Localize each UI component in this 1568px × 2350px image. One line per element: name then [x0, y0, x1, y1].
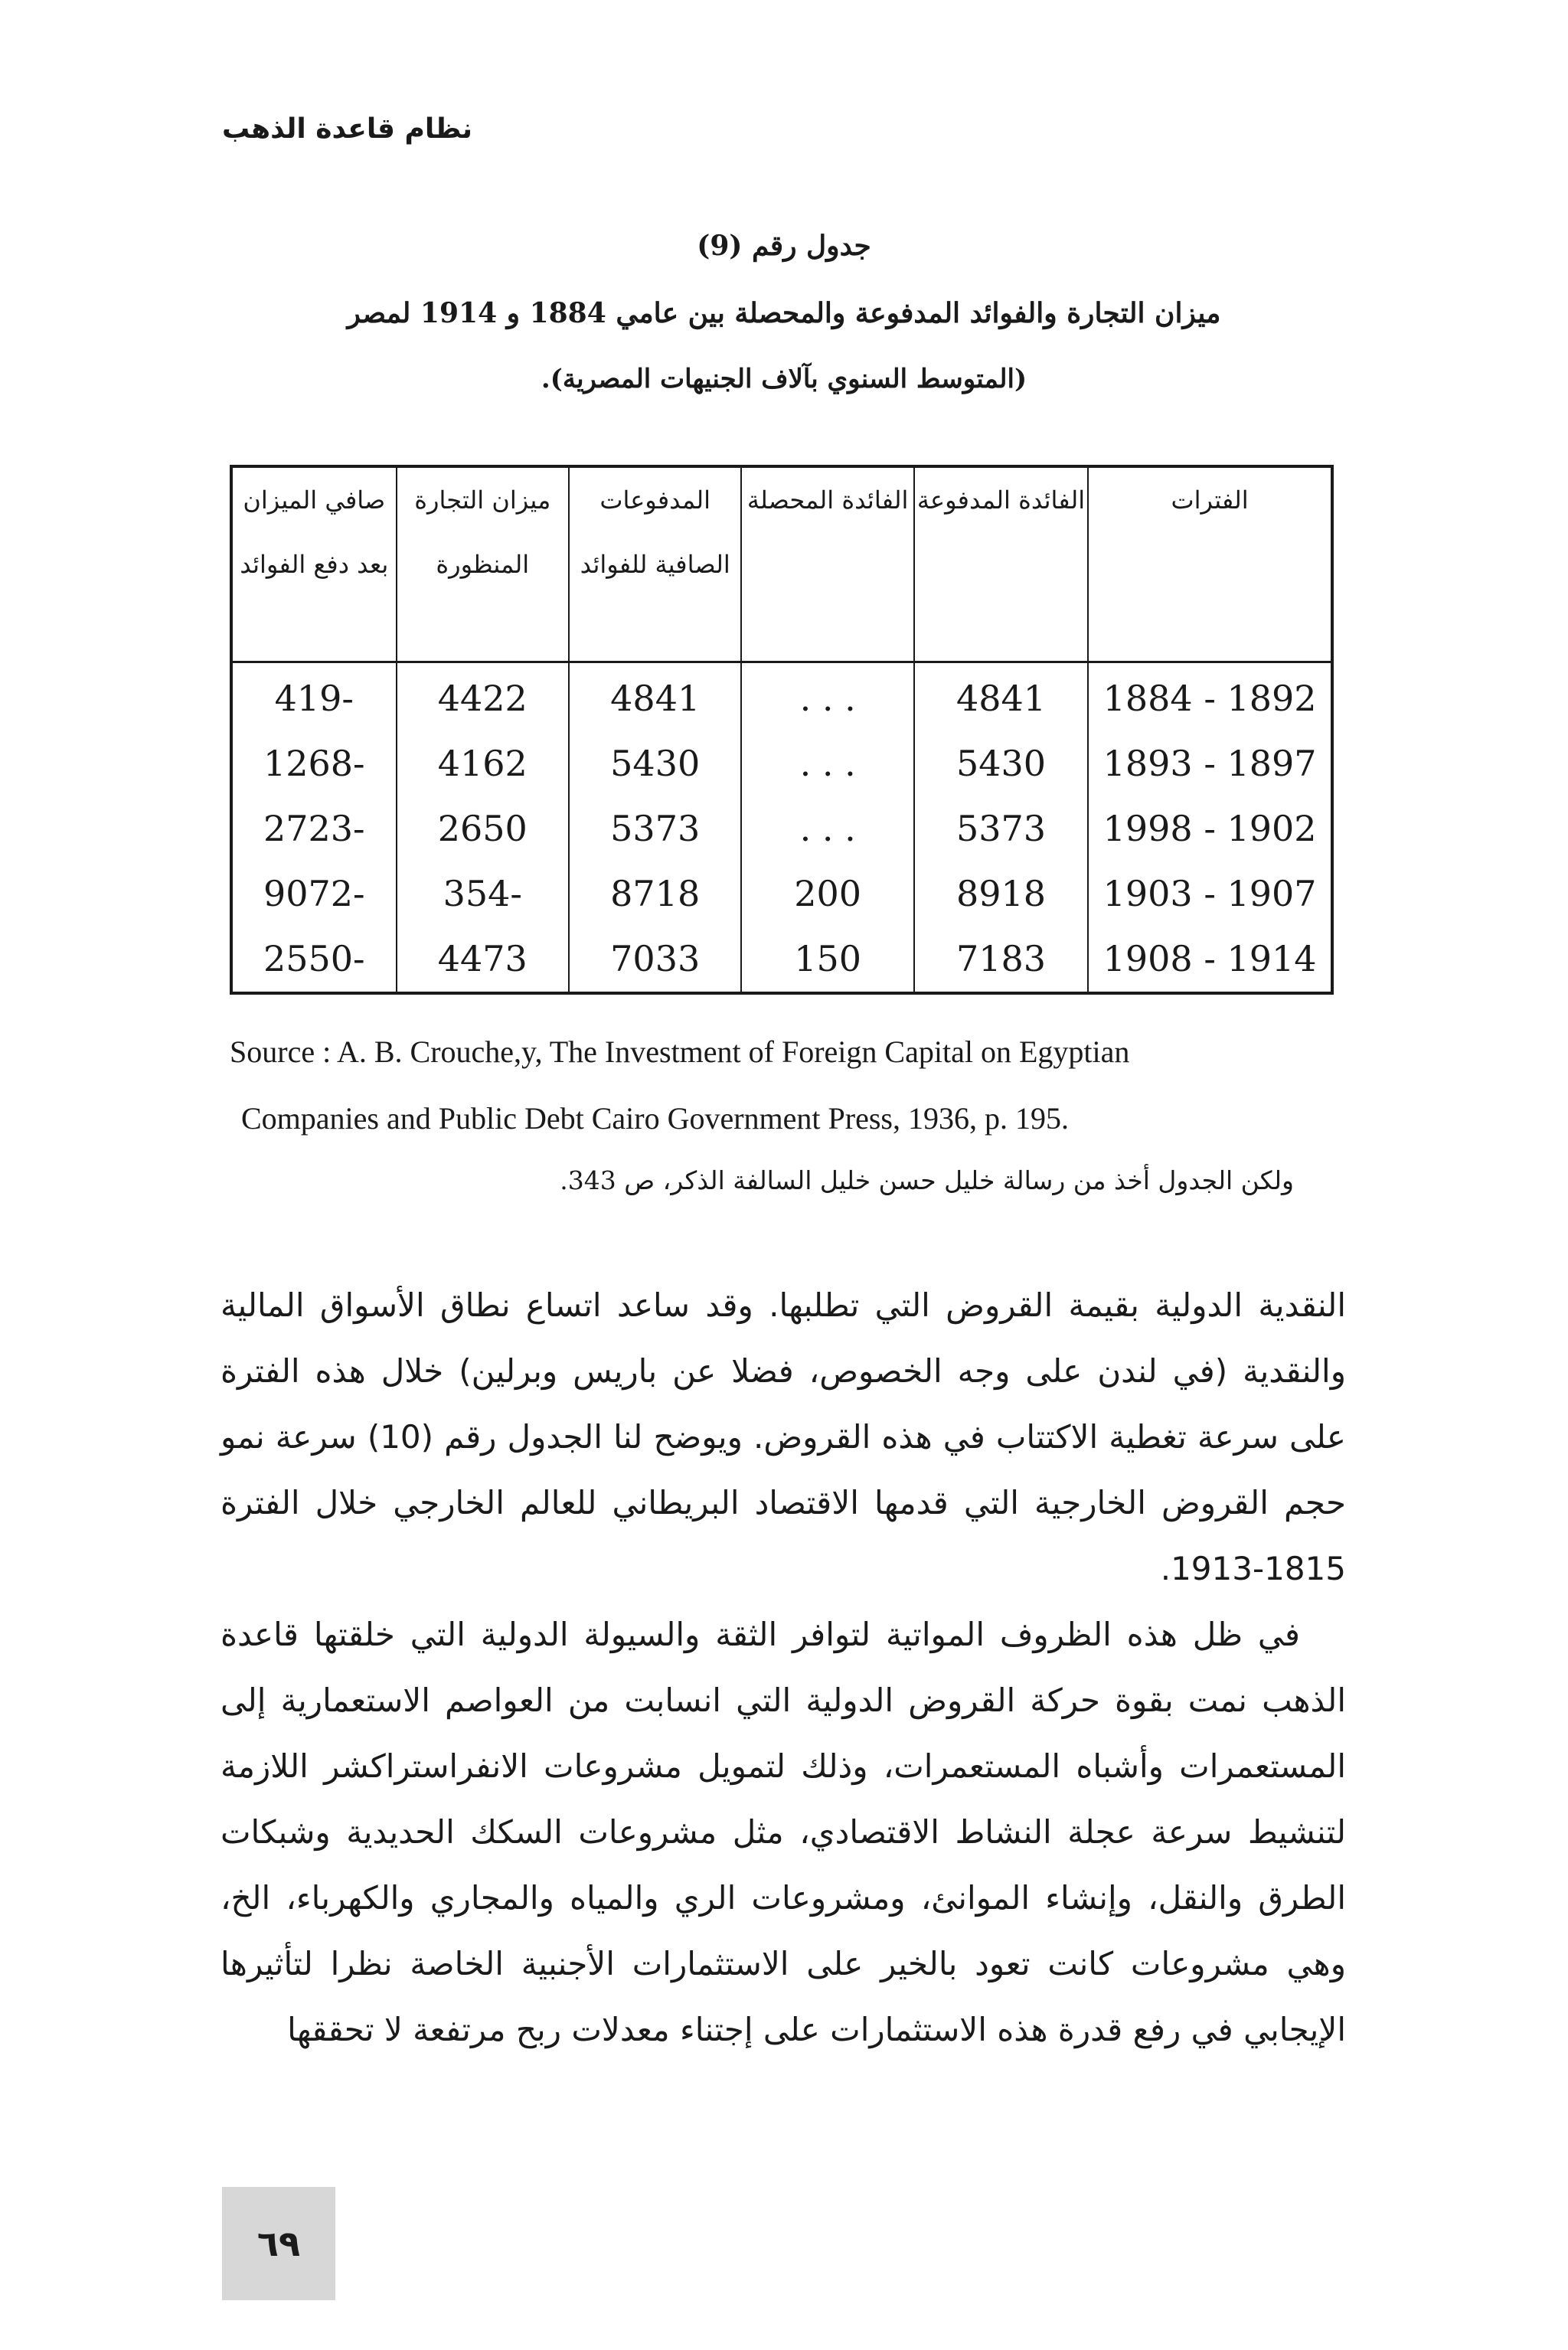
- table-row: [231, 731, 1332, 796]
- table-number: جدول رقم (9): [697, 230, 871, 262]
- cell-interest-collected: . . .: [741, 662, 913, 732]
- cell-period: 1903 - 1907: [1088, 861, 1332, 927]
- table-row: [231, 662, 1332, 732]
- cell-visible-trade: 4162: [397, 731, 569, 796]
- body-paragraph: في ظل هذه الظروف المواتية لتوافر الثقة والسيولة الدولية التي خلقتها قاعدة الذهب نمت بقوة حركة القروض الدولية التي انسابت من العواصم الاستعمارية إلى المستعمرات وأشباه المستعمرات، وذلك لتمويل مشروعات الانفراستراكشر اللازمة لتنشيط سرعة عجلة النشاط الاقتصادي، مثل مشروعات السكك الحديدية وشبكات الطرق والنقل، وإنشاء الموانئ، ومشروعات الري والمياه والمجاري والكهرباء، الخ، وهي مشروعات كانت تعود بالخير على الاستثمارات الأجنبية الخاصة نظرا لتأثيرها الإيجابي في رفع قدرة هذه الاستثمارات على إجتناء معدلات ربح مرتفعة لا تحققها: [220, 1616, 1346, 2048]
- cell-interest-paid: 7183: [914, 927, 1088, 993]
- cell-net-after-interest: -419: [231, 662, 397, 732]
- cell-interest-collected: 150: [741, 927, 913, 993]
- cell-net-after-interest: -2550: [231, 927, 397, 993]
- cell-period: 1998 - 1902: [1088, 796, 1332, 861]
- cell-visible-trade: 4473: [397, 927, 569, 993]
- trade-balance-table: [230, 465, 1334, 995]
- cell-net-payments: 4841: [569, 662, 742, 732]
- cell-interest-paid: 5430: [914, 731, 1088, 796]
- cell-period: 1884 - 1892: [1088, 662, 1332, 732]
- cell-visible-trade: -354: [397, 861, 569, 927]
- cell-interest-paid: 8918: [914, 861, 1088, 927]
- cell-interest-paid: 4841: [914, 662, 1088, 732]
- source-citation-line1: Source : A. B. Crouche,y, The Investment of Foreign Capital on Egyptian: [230, 1034, 1130, 1069]
- cell-net-payments: 8718: [569, 861, 742, 927]
- cell-interest-collected: . . .: [741, 731, 913, 796]
- source-citation-line2: Companies and Public Debt Cairo Government Press, 1936, p. 195.: [241, 1101, 1069, 1136]
- table-title: ميزان التجارة والفوائد المدفوعة والمحصلة بين عامي 1884 و 1914 لمصر: [347, 297, 1221, 329]
- body-text: [220, 1273, 1346, 2063]
- running-header: نظام قاعدة الذهب: [222, 113, 473, 145]
- cell-net-after-interest: -2723: [231, 796, 397, 861]
- page-number: ٦٩: [222, 2187, 335, 2300]
- cell-net-payments: 5430: [569, 731, 742, 796]
- cell-interest-collected: 200: [741, 861, 913, 927]
- table-subtitle: (المتوسط السنوي بآلاف الجنيهات المصرية).: [541, 364, 1027, 394]
- header-interest-collected: الفائدة المحصلة: [741, 466, 913, 662]
- header-interest-paid: الفائدة المدفوعة: [914, 466, 1088, 662]
- header-periods: الفترات: [1088, 466, 1332, 662]
- cell-net-after-interest: -1268: [231, 731, 397, 796]
- header-net-payments: المدفوعات الصافية للفوائد: [569, 466, 742, 662]
- cell-net-after-interest: -9072: [231, 861, 397, 927]
- body-paragraph: النقدية الدولية بقيمة القروض التي تطلبها. وقد ساعد اتساع نطاق الأسواق المالية والنقدية (في لندن على وجه الخصوص، فضلا عن باريس وبرلين) خلال هذه الفترة على سرعة تغطية الاكتتاب في هذه القروض. ويوضح لنا الجدول رقم (10) سرعة نمو حجم القروض الخارجية التي قدمها الاقتصاد البريطاني للعالم الخارجي خلال الفترة 1815-1913.: [220, 1286, 1346, 1587]
- cell-net-payments: 5373: [569, 796, 742, 861]
- table-header-row: [231, 466, 1332, 662]
- header-net-after-interest: صافي الميزان بعد دفع الفوائد: [231, 466, 397, 662]
- cell-visible-trade: 4422: [397, 662, 569, 732]
- table-row: [231, 927, 1332, 993]
- cell-interest-collected: . . .: [741, 796, 913, 861]
- table-row: [231, 796, 1332, 861]
- source-arabic-note: ولكن الجدول أخذ من رسالة خليل حسن خليل السالفة الذكر، ص 343.: [560, 1165, 1294, 1195]
- cell-visible-trade: 2650: [397, 796, 569, 861]
- cell-net-payments: 7033: [569, 927, 742, 993]
- table-row: [231, 861, 1332, 927]
- header-visible-trade: ميزان التجارة المنظورة: [397, 466, 569, 662]
- cell-period: 1893 - 1897: [1088, 731, 1332, 796]
- cell-period: 1908 - 1914: [1088, 927, 1332, 993]
- cell-interest-paid: 5373: [914, 796, 1088, 861]
